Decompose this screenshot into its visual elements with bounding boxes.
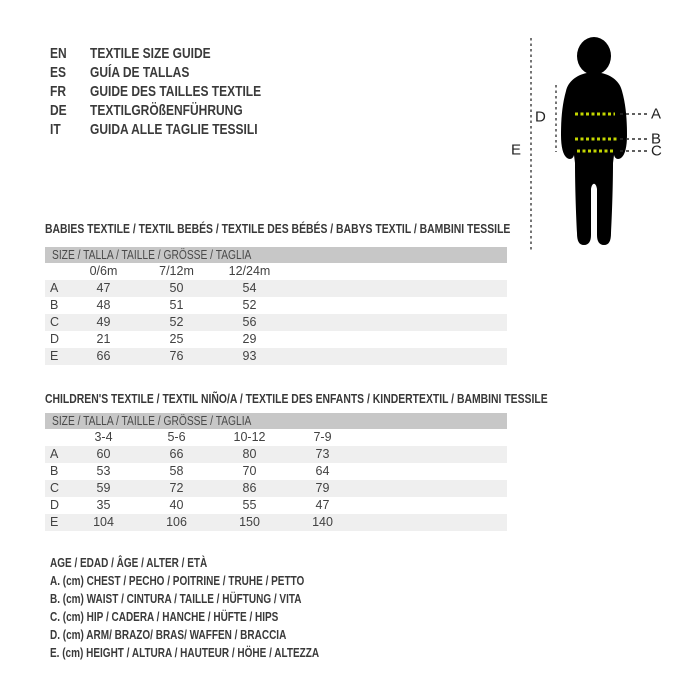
size-col: 7/12m <box>159 264 194 278</box>
cell: 59 <box>96 481 111 495</box>
cell: 56 <box>242 315 257 329</box>
language-row <box>50 63 304 82</box>
cell: 104 <box>93 515 114 529</box>
babies-section-title: BABIES TEXTILE / TEXTIL BEBÉS / TEXTILE DES BÉBÉS / BABYS TEXTIL / BAMBINI TESSILE <box>45 221 511 236</box>
size-col: 0/6m <box>89 264 118 278</box>
cell: 21 <box>96 332 111 346</box>
table-row <box>45 314 507 331</box>
language-row <box>50 120 304 139</box>
language-code: IT <box>50 121 61 138</box>
language-label: GUIDA ALLE TAGLIE TESSILI <box>90 121 258 138</box>
cell: 64 <box>315 464 330 478</box>
language-row <box>50 101 304 120</box>
legend-item-height: E. (cm) HEIGHT / ALTURA / HAUTEUR / HÖHE / ALTEZZA <box>50 646 320 660</box>
cell: 58 <box>169 464 184 478</box>
cell: 54 <box>242 281 257 295</box>
cell: 79 <box>315 481 330 495</box>
table-header: SIZE / TALLA / TAILLE / GRÖSSE / TAGLIA <box>45 247 507 263</box>
size-col: 10-12 <box>233 430 266 444</box>
cell: 66 <box>96 349 111 363</box>
legend-age: AGE / EDAD / ÂGE / ALTER / ETÀ <box>50 556 208 570</box>
label-c: C <box>651 142 662 160</box>
row-label: D <box>50 332 60 346</box>
language-code: DE <box>50 102 67 119</box>
cell: 47 <box>96 281 111 295</box>
cell: 73 <box>315 447 330 461</box>
measurement-legend <box>50 554 386 662</box>
table-row <box>45 497 507 514</box>
row-label: C <box>50 315 60 329</box>
row-label: E <box>50 515 59 529</box>
cell: 51 <box>169 298 184 312</box>
cell: 60 <box>96 447 111 461</box>
table-row <box>45 331 507 348</box>
row-label: A <box>50 281 59 295</box>
size-col: 7-9 <box>313 430 332 444</box>
child-body <box>561 65 627 245</box>
language-code: FR <box>50 83 66 100</box>
cell: 106 <box>166 515 187 529</box>
row-label: C <box>50 481 60 495</box>
language-label: TEXTILGRÖßENFÜHRUNG <box>90 102 243 119</box>
cell: 76 <box>169 349 184 363</box>
language-row <box>50 82 304 101</box>
cell: 50 <box>169 281 184 295</box>
cell: 47 <box>315 498 330 512</box>
table-header: SIZE / TALLA / TAILLE / GRÖSSE / TAGLIA <box>45 413 507 429</box>
row-label: E <box>50 349 59 363</box>
table-row <box>45 514 507 531</box>
cell: 48 <box>96 298 111 312</box>
legend-item-waist: B. (cm) WAIST / CINTURA / TAILLE / HÜFTUNG / VITA <box>50 592 302 606</box>
size-row <box>45 263 507 280</box>
cell: 86 <box>242 481 257 495</box>
cell: 150 <box>239 515 260 529</box>
size-col: 3-4 <box>94 430 113 444</box>
size-col: 5-6 <box>167 430 186 444</box>
size-col: 12/24m <box>228 264 271 278</box>
cell: 25 <box>169 332 184 346</box>
cell: 49 <box>96 315 111 329</box>
legend-item-chest: A. (cm) CHEST / PECHO / POITRINE / TRUHE / PETTO <box>50 574 305 588</box>
cell: 72 <box>169 481 184 495</box>
label-d: D <box>535 108 546 126</box>
language-label: GUIDE DES TAILLES TEXTILE <box>90 83 262 100</box>
size-row <box>45 429 507 446</box>
cell: 35 <box>96 498 111 512</box>
table-row <box>45 446 507 463</box>
size-table-children <box>45 413 507 531</box>
table-row <box>45 480 507 497</box>
language-label: TEXTILE SIZE GUIDE <box>90 45 211 62</box>
row-label: A <box>50 447 59 461</box>
cell: 52 <box>242 298 257 312</box>
language-list <box>50 44 304 139</box>
table-row <box>45 463 507 480</box>
children-section-title: CHILDREN'S TEXTILE / TEXTIL NIÑO/A / TEXTILE DES ENFANTS / KINDERTEXTIL / BAMBINI TESSILE <box>45 391 548 406</box>
language-label: GUÍA DE TALLAS <box>90 64 190 81</box>
cell: 93 <box>242 349 257 363</box>
label-e: E <box>511 141 522 159</box>
table-row <box>45 348 507 365</box>
row-label: B <box>50 464 59 478</box>
cell: 52 <box>169 315 184 329</box>
cell: 53 <box>96 464 111 478</box>
legend-item-arm: D. (cm) ARM/ BRAZO/ BRAS/ WAFFEN / BRACCIA <box>50 628 287 642</box>
size-table-babies <box>45 247 507 365</box>
cell: 66 <box>169 447 184 461</box>
language-code: EN <box>50 45 67 62</box>
label-b: B <box>651 130 662 148</box>
table-row <box>45 297 507 314</box>
cell: 70 <box>242 464 257 478</box>
cell: 55 <box>242 498 257 512</box>
cell: 140 <box>312 515 333 529</box>
row-label: B <box>50 298 59 312</box>
table-row <box>45 280 507 297</box>
row-label: D <box>50 498 60 512</box>
language-code: ES <box>50 64 67 81</box>
cell: 80 <box>242 447 257 461</box>
cell: 29 <box>242 332 257 346</box>
cell: 40 <box>169 498 184 512</box>
language-row <box>50 44 304 63</box>
legend-item-hip: C. (cm) HIP / CADERA / HANCHE / HÜFTE / HIPS <box>50 610 279 624</box>
label-a: A <box>651 105 662 123</box>
